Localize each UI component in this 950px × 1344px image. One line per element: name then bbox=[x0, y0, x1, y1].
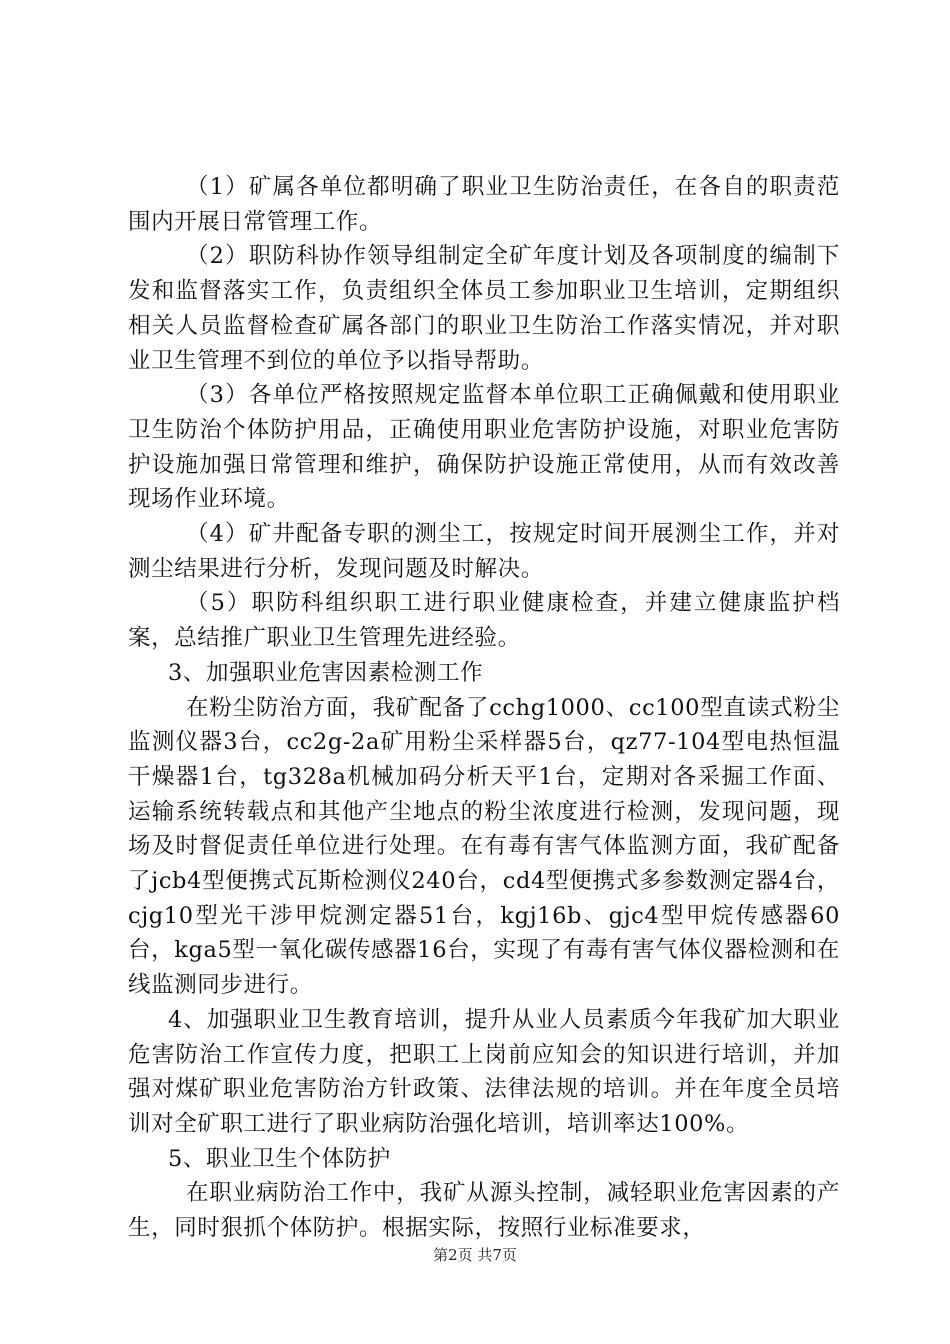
paragraph-training: 4、加强职业卫生教育培训，提升从业人员素质今年我矿加大职业危害防治工作宣传力度，把职工上岗前应知会的知识进行培训，并加强对煤矿职业危害防治方针政策、法律法规的培训。并在年度全员培训对全矿职工进行了职业病防治强化培训，培训率达100%。 bbox=[128, 1006, 840, 1137]
section-heading-5: 5、职业卫生个体防护 bbox=[168, 1145, 391, 1172]
paragraph-protection: 在职业病防治工作中，我矿从源头控制，减轻职业危害因素的产生，同时狠抓个体防护。根据实际，按照行业标准要求， bbox=[128, 1180, 840, 1242]
paragraph-detection: 在粉尘防治方面，我矿配备了cchg1000、cc100型直读式粉尘监测仪器3台，cc2g-2a矿用粉尘采样器5台，qz77-104型电热恒温干燥器1台，tg328a机械加码分析天平1台，定期对各采掘工作面、运输系统转载点和其他产尘地点的粉尘浓度进行检测，发现问题，现场及时督促责任单位进行处理。在有毒有害气体监测方面，我矿配备了jcb4型便携式瓦斯检测仪240台，cd4型便携式多参数测定器4台，cjg10型光干涉甲烷测定器51台，kgj16b、gjc4型甲烷传感器60台，kga5型一氧化碳传感器16台，实现了有毒有害气体仪器检测和在线监测同步进行。 bbox=[128, 694, 840, 999]
document-body bbox=[128, 170, 840, 1246]
paragraph-duty-1: （1）矿属各单位都明确了职业卫生防治责任，在各自的职责范围内开展日常管理工作。 bbox=[128, 174, 840, 235]
paragraph-duty-5: （5）职防科组织职工进行职业健康检查，并建立健康监护档案，总结推广职业卫生管理先进经验。 bbox=[128, 590, 840, 652]
paragraph-duty-2: （2）职防科协作领导组制定全矿年度计划及各项制度的编制下发和监督落实工作，负责组织全体员工参加职业卫生培训，定期组织相关人员监督检查矿属各部门的职业卫生防治工作落实情况，并对职业卫生管理不到位的单位予以指导帮助。 bbox=[128, 243, 840, 374]
page-number-footer: 第2页 共7页 bbox=[433, 1246, 517, 1264]
section-heading-3: 3、加强职业危害因素检测工作 bbox=[168, 659, 484, 686]
paragraph-duty-4: （4）矿井配备专职的测尘工，按规定时间开展测尘工作，并对测尘结果进行分析，发现问题及时解决。 bbox=[128, 521, 840, 582]
paragraph-duty-3: （3）各单位严格按照规定监督本单位职工正确佩戴和使用职业卫生防治个体防护用品，正确使用职业危害防护设施，对职业危害防护设施加强日常管理和维护，确保防护设施正常使用，从而有效改善现场作业环境。 bbox=[128, 382, 840, 513]
